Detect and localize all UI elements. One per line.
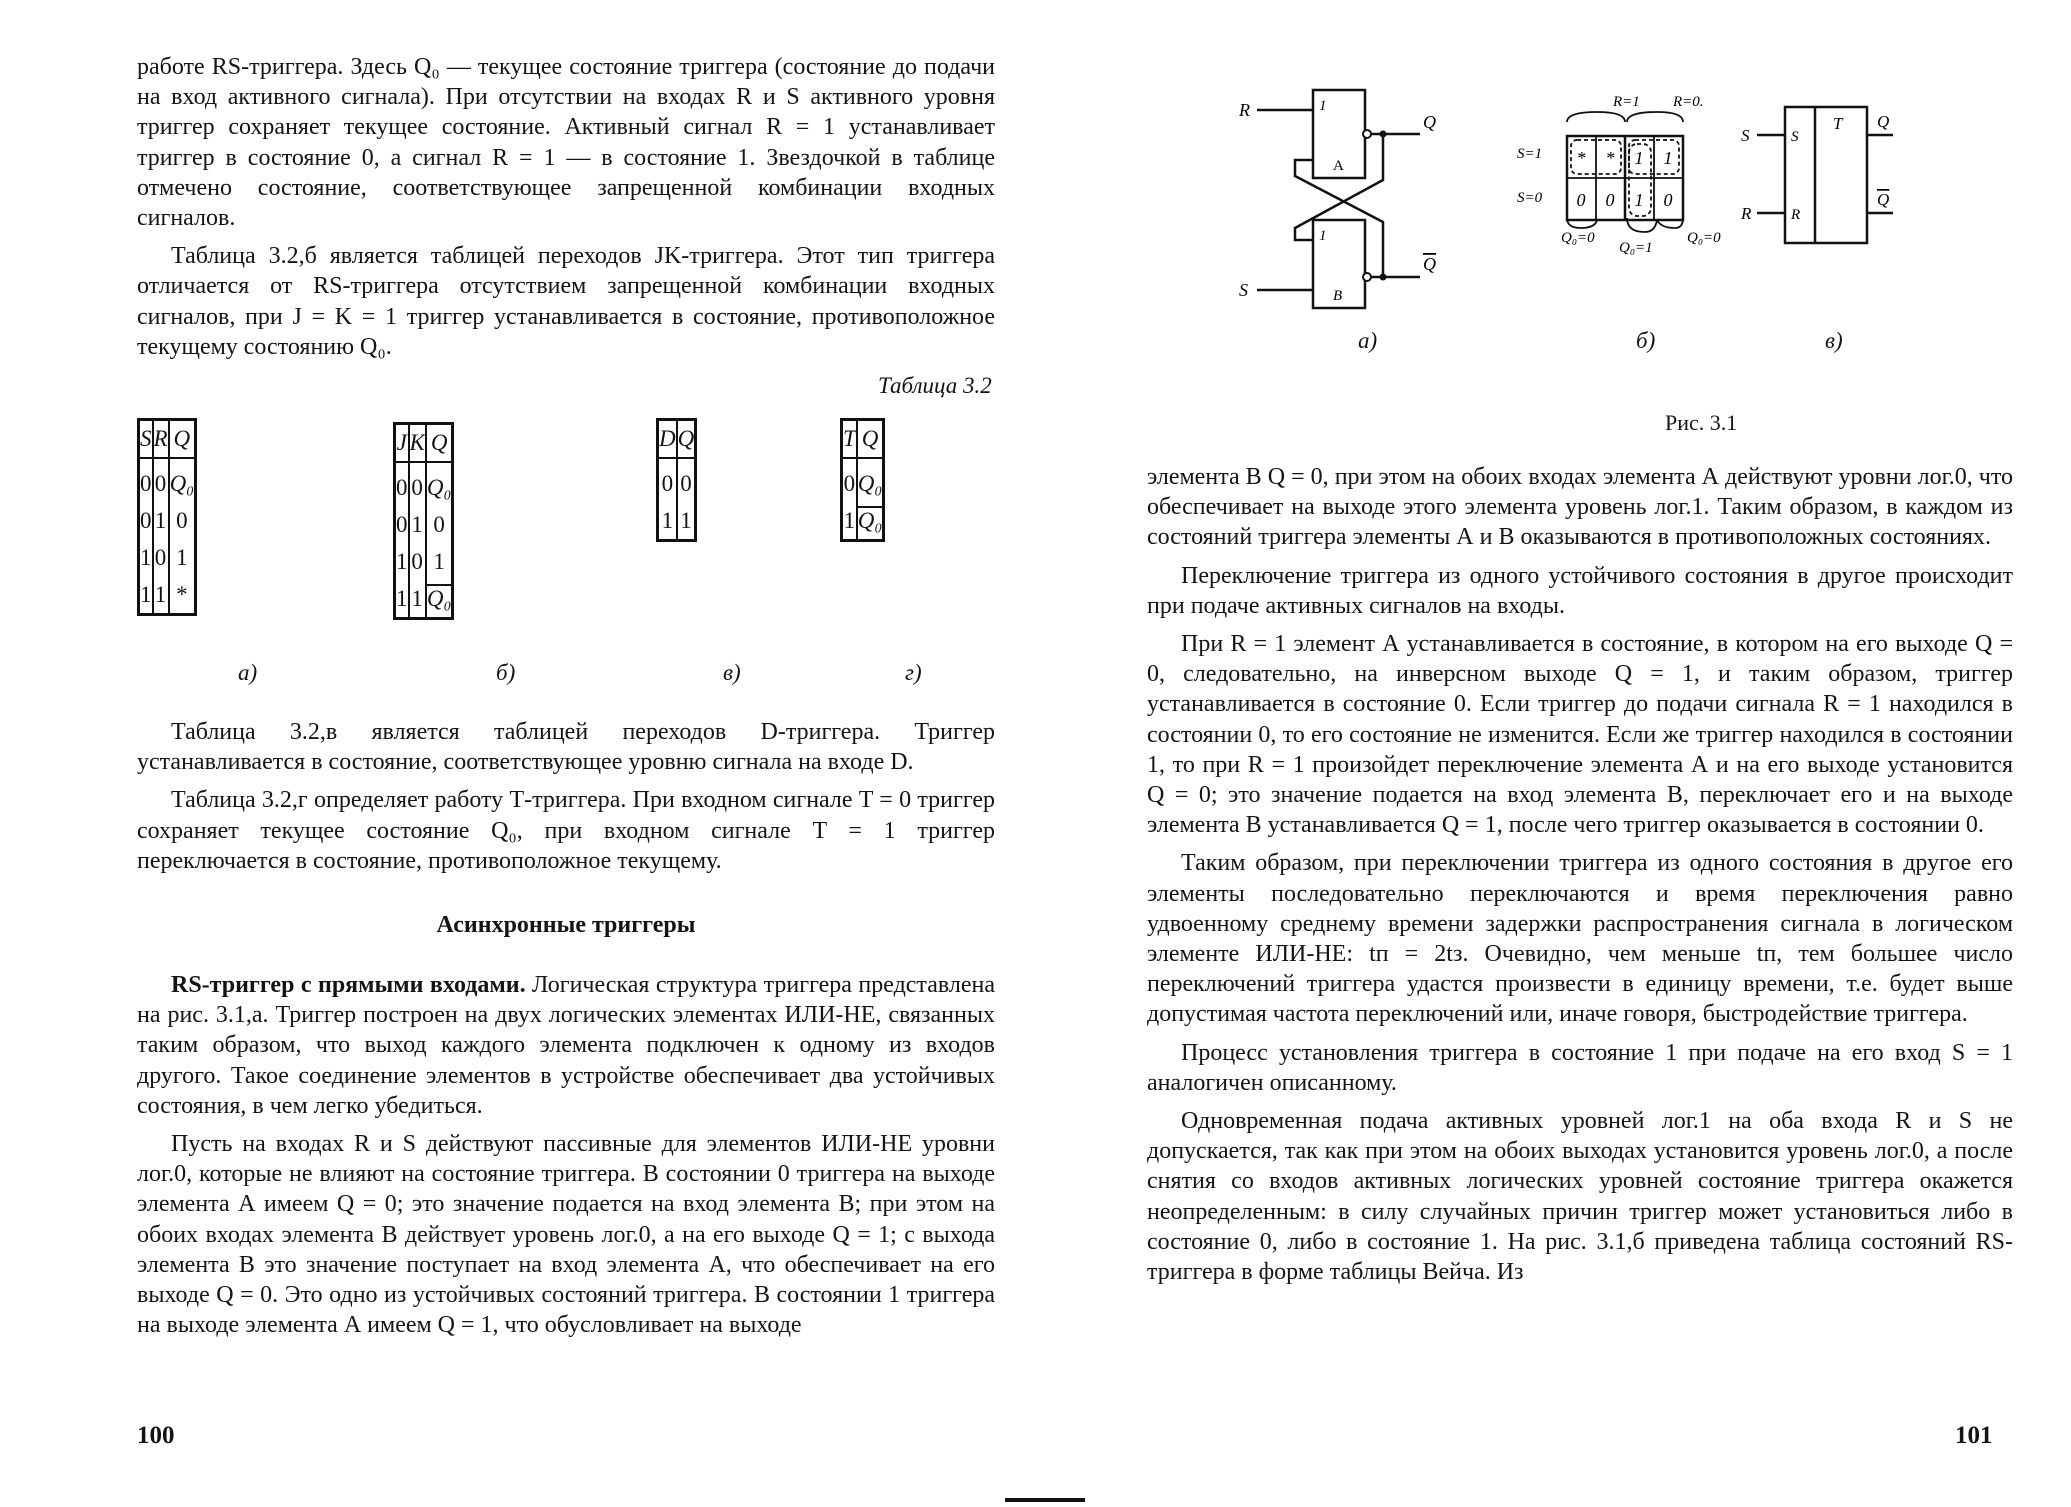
- paragraph-text: Логическая структура триггера представлена на рис. 3.1,а. Триггер построен на двух логических элементах ИЛИ-НЕ, связанных таким образом, что выход каждого элемента подключен к одному из входов другого. Такое соединение элементов в устройстве обеспечивает два устойчивых состояния, в чем легко убедиться.: [137, 972, 996, 1119]
- veitch-top-right: R=0.: [1673, 94, 1704, 110]
- veitch-bottom-mid: Q₀=1: [1619, 240, 1653, 256]
- output-q-label: Q: [1423, 112, 1436, 132]
- table-cell: Q₀: [857, 502, 884, 541]
- table-cell: 1: [842, 502, 857, 541]
- table-label: б): [496, 660, 516, 685]
- veitch-table: [1515, 90, 1745, 260]
- table-row: [139, 502, 196, 539]
- veitch-cell: 0: [1663, 190, 1673, 210]
- veitch-bottom-left: Q₀=0: [1561, 230, 1595, 246]
- table-header: R: [153, 420, 169, 459]
- table-header: T: [842, 420, 857, 459]
- table-cell: 1: [677, 502, 696, 541]
- table-row: [842, 458, 884, 502]
- table-header: D: [658, 420, 677, 459]
- figure-label: а): [1358, 328, 1378, 353]
- table-cell: 1: [409, 506, 426, 543]
- table-cell: 0: [153, 539, 169, 576]
- table-cell: 1: [658, 502, 677, 541]
- paragraph: Таким образом, при переключении триггера из одного состояния в другое его элементы последовательно переключаются и время переключения равно удвоенному среднему времени задержки распространения сигнала в логическом элементе ИЛИ-НЕ: tп = 2tз. Очевидно, чем меньше tп, тем большее число переключений триггера удастся произвести в единицу времени, т.е. будет выше допустимая частота переключений или, иначе говоря, быстродействие триггера.: [1147, 850, 2013, 1028]
- page-number: 101: [1955, 1422, 1993, 1449]
- page-number: 100: [137, 1422, 175, 1449]
- table-header: Q: [426, 424, 453, 463]
- input-r-label: R: [1239, 100, 1250, 120]
- rs-latch-diagram: [1235, 80, 1495, 320]
- table-cell: 0: [153, 458, 169, 502]
- veitch-cell: *: [1605, 148, 1615, 168]
- symbol-input-r: R: [1741, 204, 1752, 223]
- paragraph: работе RS-триггера. Здесь Q₀ — текущее состояние триггера (состояние до подачи на вход активного сигнала). При отсутствии на входах R и S активного уровня триггер сохраняет текущее состояние. Активный сигнал R = 1 устанавливает триггер в состояние 0, а сигнал R = 1 — в состояние 1. Звездочкой в таблице отмечено состояние, соответствующее запрещенной комбинации входных сигналов.: [137, 54, 995, 232]
- table-cell: 0: [395, 506, 409, 543]
- table-cell: 0: [169, 502, 196, 539]
- right-page: [1035, 0, 2071, 1507]
- table-row: [395, 580, 453, 619]
- symbol-output-nq: Q: [1877, 190, 1890, 209]
- figure-circuit: [1235, 80, 1495, 320]
- table-label: г): [905, 660, 922, 685]
- table-cell: Q₀: [426, 580, 453, 619]
- table-row: [395, 543, 453, 580]
- table-caption: Таблица 3.2: [878, 373, 992, 398]
- gate-a-symbol: 1: [1319, 98, 1327, 114]
- table-label: а): [238, 660, 258, 685]
- table-cell: 1: [395, 543, 409, 580]
- veitch-top-left: R=1: [1613, 94, 1640, 110]
- lead-term: RS-триггер с прямыми входами.: [171, 972, 526, 998]
- table-header: Q: [169, 420, 196, 459]
- table-cell: 0: [139, 458, 153, 502]
- right-text: [1147, 462, 2013, 1287]
- rs-trigger-symbol: [1735, 95, 1915, 255]
- table-cell: 0: [658, 458, 677, 502]
- table-row: [395, 462, 453, 506]
- left-text-bottom: [137, 970, 995, 1340]
- veitch-cell: 1: [1634, 190, 1644, 210]
- figure-veitch: [1515, 90, 1745, 260]
- table-row: [139, 576, 196, 615]
- table-cell: *: [169, 576, 196, 615]
- figure-caption: Рис. 3.1: [1665, 410, 1738, 435]
- veitch-cell: 1: [1663, 148, 1673, 168]
- veitch-cell: 1: [1634, 148, 1644, 168]
- table-row: [139, 539, 196, 576]
- table-header: K: [409, 424, 426, 463]
- left-page: [0, 0, 1035, 1507]
- table-cell: 0: [677, 458, 696, 502]
- table-cell: 0: [409, 462, 426, 506]
- symbol-output-q: Q: [1877, 112, 1890, 131]
- table-cell: 1: [139, 539, 153, 576]
- table-header: J: [395, 424, 409, 463]
- table-cell: 1: [426, 543, 453, 580]
- gate-a-label: A: [1333, 158, 1344, 174]
- symbol-input-s: S: [1741, 126, 1750, 145]
- paragraph: Таблица 3.2,г определяет работу Т-триггера. При входном сигнале T = 0 триггер сохраняет текущее состояние Q₀, при входном сигнале T = 1 триггер переключается в состояние, противоположное текущему.: [137, 787, 995, 874]
- table-cell: Q₀: [426, 462, 453, 506]
- paragraph: Процесс установления триггера в состояние 1 при подаче на его вход S = 1 аналогичен описанному.: [1147, 1039, 2013, 1096]
- veitch-cell: 0: [1576, 190, 1586, 210]
- table-cell: 0: [395, 462, 409, 506]
- paragraph: Пусть на входах R и S действуют пассивные для элементов ИЛИ-НЕ уровни лог.0, которые не влияют на состояние триггера. В состоянии 0 триггера на выходе элемента А имеем Q = 0; это значение подается на вход элемента В; при этом на обоих входах элемента В действует уровень лог.0, а на его выходе Q = 1; с выхода элемента В это значение поступает на вход элемента А, что обеспечивает на его выходе Q = 0. Это одно из устойчивых состояний триггера. В состоянии 1 триггера на выходе элемента А имеем Q = 1, что обусловливает на выходе: [137, 1131, 995, 1339]
- paragraph: Одновременная подача активных уровней лог.1 на оба входа R и S не допускается, так как при этом на обоих выходах установится уровень лог.0, а после снятия со входов активных логических уровней состояние триггера окажется неопределенным: в силу случайных причин триггер может установиться либо в состояние 0, либо в состояние 1. На рис. 3.1,б приведена таблица состояний RS-триггера в форме таблицы Вейча. Из: [1147, 1108, 2013, 1286]
- table-cell: 1: [395, 580, 409, 619]
- table-row: [139, 458, 196, 502]
- table-cell: 1: [409, 580, 426, 619]
- symbol-title: T: [1833, 114, 1843, 133]
- table-cell: 0: [139, 502, 153, 539]
- table-header: S: [139, 420, 153, 459]
- table-label: в): [723, 660, 741, 685]
- output-nq-label: Q: [1423, 254, 1436, 274]
- paragraph: элемента В Q = 0, при этом на обоих входах элемента А действуют уровни лог.0, что обеспечивает на выходе этого элемента уровень лог.1. Таким образом, в каждом из состояний триггера элементы А и В оказываются в противоположных состояниях.: [1147, 464, 2013, 551]
- figure-label: в): [1825, 328, 1843, 353]
- table-cell: 1: [153, 576, 169, 615]
- table-cell: Q₀: [169, 458, 196, 502]
- symbol-pin-r: R: [1791, 207, 1801, 223]
- section-heading: Асинхронные триггеры: [436, 912, 696, 938]
- table-cell: 0: [842, 458, 857, 502]
- table-row: [395, 506, 453, 543]
- table-jk: [393, 422, 454, 620]
- table-row: [658, 502, 696, 541]
- table-row: [842, 502, 884, 541]
- veitch-row-label: S=0: [1517, 190, 1543, 206]
- table-cell: 0: [409, 543, 426, 580]
- table-rs: [137, 418, 197, 616]
- paragraph: Таблица 3.2,б является таблицей переходов JK-триггера. Этот тип триггера отличается от RS-триггера отсутствием запрещенной комбинации входных сигналов, при J = K = 1 триггер устанавливается в состояние, противоположное текущему состоянию Q₀.: [137, 243, 995, 360]
- left-text-top: [137, 52, 995, 362]
- paragraph: Переключение триггера из одного устойчивого состояния в другое происходит при подаче активных сигналов на входы.: [1147, 562, 2013, 619]
- veitch-cell: 0: [1605, 190, 1615, 210]
- scan-mark: [1005, 1498, 1085, 1502]
- gate-b-label: B: [1333, 288, 1343, 304]
- table-row: [658, 458, 696, 502]
- paragraph: [137, 970, 995, 1121]
- symbol-pin-s: S: [1791, 129, 1799, 145]
- table-header: Q: [857, 420, 884, 459]
- veitch-row-label: S=1: [1517, 146, 1543, 162]
- paragraph: Таблица 3.2,в является таблицей переходов D-триггера. Триггер устанавливается в состояние, соответствующее уровню сигнала на входе D.: [137, 719, 995, 776]
- table-d: [656, 418, 697, 542]
- veitch-bottom-right: Q₀=0: [1687, 230, 1721, 246]
- table-header: Q: [677, 420, 696, 459]
- input-s-label: S: [1239, 280, 1248, 300]
- table-cell: 1: [169, 539, 196, 576]
- table-cell: 0: [426, 506, 453, 543]
- figure-label: б): [1636, 328, 1656, 353]
- table-cell: Q₀: [857, 458, 884, 502]
- figure-symbol: [1735, 95, 1915, 255]
- table-cell: 1: [153, 502, 169, 539]
- gate-b-symbol: 1: [1319, 228, 1327, 244]
- paragraph: При R = 1 элемент А устанавливается в состояние, в котором на его выходе Q = 0, следовательно, на инверсном выходе Q = 1, и таким образом, триггер устанавливается в состояние 0. Если триггер до подачи сигнала R = 1 находился в состоянии 0, то его состояние не изменится. Если же триггер находился в состоянии 1, то при R = 1 произойдет переключение элемента А и на его выходе установится Q = 0; это значение подается на вход элемента В, переключает его и на выходе элемента В устанавливается Q = 1, после чего триггер оказывается в состоянии 0.: [1147, 631, 2013, 839]
- left-text-mid: [137, 717, 995, 876]
- veitch-cell: *: [1576, 148, 1586, 168]
- table-t: [840, 418, 885, 542]
- table-cell: 1: [139, 576, 153, 615]
